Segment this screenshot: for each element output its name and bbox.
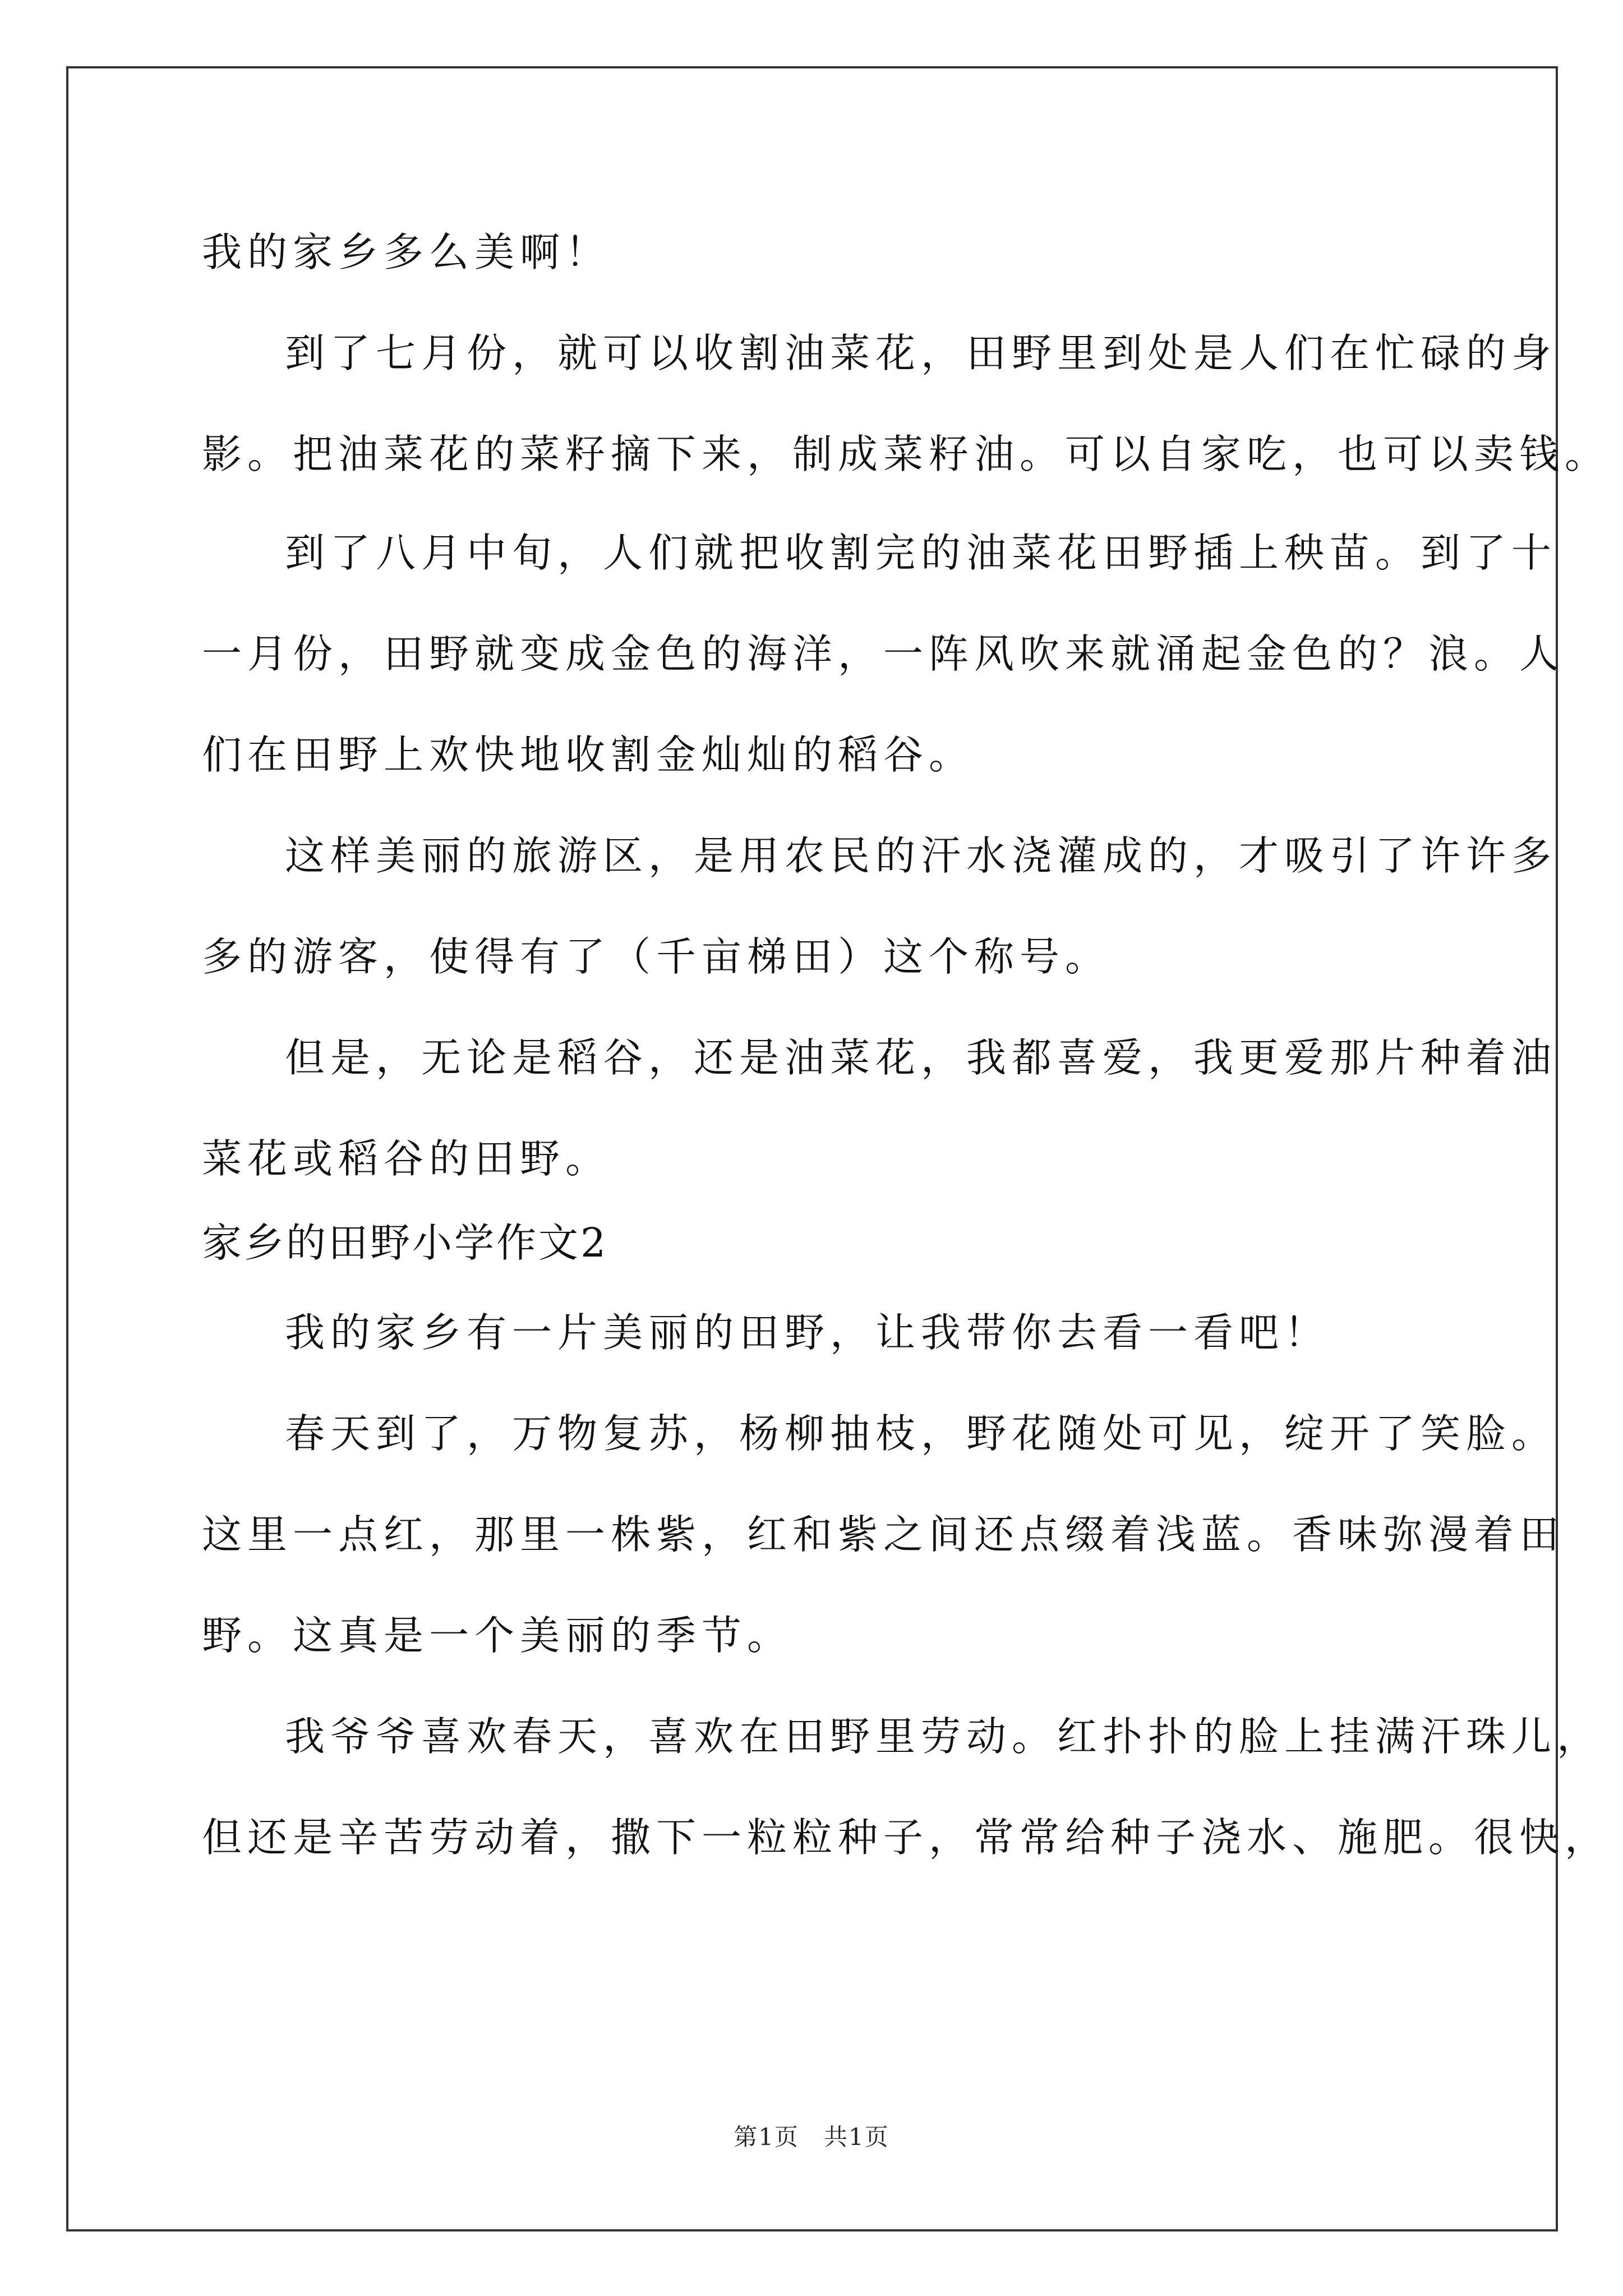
- body-line: 影。把油菜花的菜籽摘下来，制成菜籽油。可以自家吃，也可以卖钱。: [202, 431, 1611, 477]
- section-heading: 家乡的田野小学作文2: [202, 1220, 608, 1266]
- paragraph-first-line: 我爷爷喜欢春天，喜欢在田野里劳动。红扑扑的脸上挂满汗珠儿，: [285, 1713, 1603, 1760]
- paragraph-first-line: 到了八月中旬，人们就把收割完的油菜花田野插上秧苗。到了十: [285, 530, 1557, 576]
- body-line: 我的家乡多么美啊！: [202, 229, 611, 275]
- body-line: 这里一点红，那里一株紫，红和紫之间还点缀着浅蓝。香味弥漫着田: [202, 1511, 1565, 1558]
- body-line: 菜花或稻谷的田野。: [202, 1135, 611, 1182]
- paragraph-first-line: 我的家乡有一片美丽的田野，让我带你去看一看吧！: [285, 1309, 1330, 1356]
- paragraph-first-line: 这样美丽的旅游区，是用农民的汗水浇灌成的，才吸引了许许多: [285, 832, 1557, 879]
- paragraph-first-line: 春天到了，万物复苏，杨柳抽枝，野花随处可见，绽开了笑脸。: [285, 1410, 1557, 1457]
- body-line: 但还是辛苦劳动着，撒下一粒粒种子，常常给种子浇水、施肥。很快，: [202, 1814, 1611, 1861]
- body-line: 野。这真是一个美丽的季节。: [202, 1612, 793, 1659]
- page-number-footer: 第1页 共1页: [734, 2123, 889, 2151]
- body-line: 多的游客，使得有了（千亩梯田）这个称号。: [202, 933, 1111, 980]
- paragraph-first-line: 但是，无论是稻谷，还是油菜花，我都喜爱，我更爱那片种着油: [285, 1034, 1557, 1081]
- body-line: 们在田野上欢快地收割金灿灿的稻谷。: [202, 731, 975, 778]
- body-line: 一月份，田野就变成金色的海洋，一阵风吹来就涌起金色的？浪。人: [202, 631, 1565, 677]
- paragraph-first-line: 到了七月份，就可以收割油菜花，田野里到处是人们在忙碌的身: [285, 330, 1557, 376]
